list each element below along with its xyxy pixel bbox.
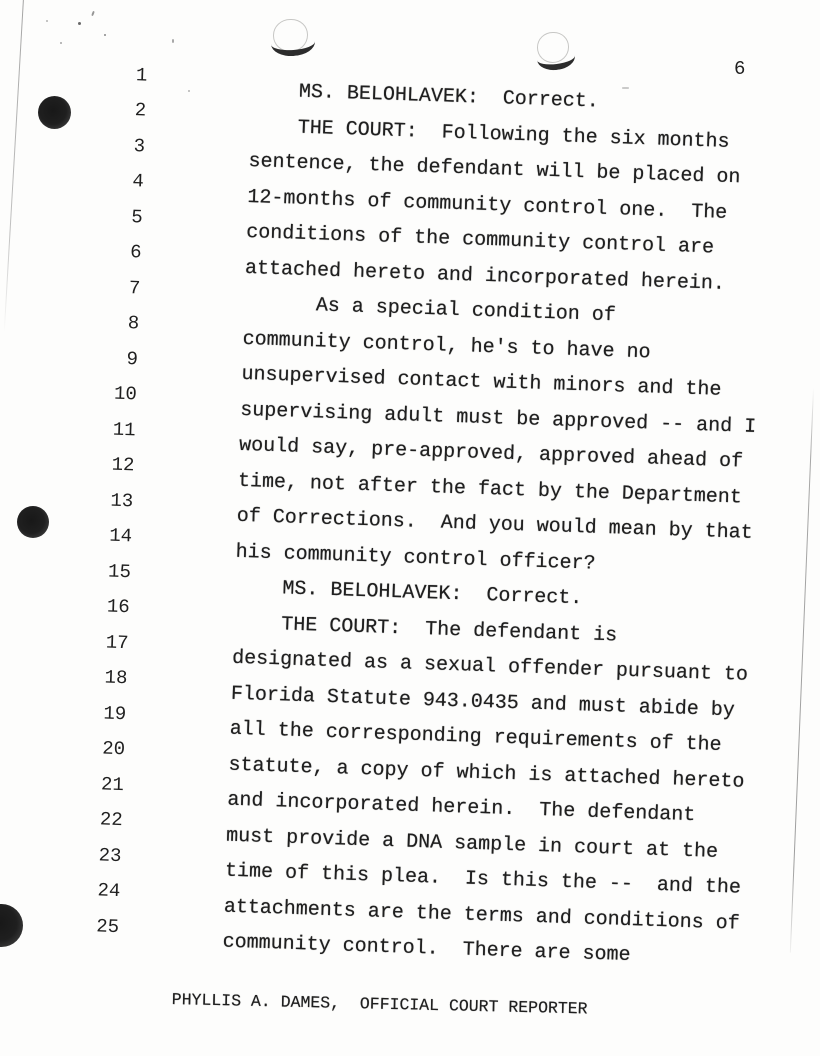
line-text: would say, pre-approved, approved ahead of	[238, 434, 744, 474]
transcript-body	[71, 56, 800, 966]
scan-speckle	[91, 11, 95, 16]
line-text: conditions of the community control are	[245, 221, 715, 260]
line-number: 22	[99, 808, 124, 832]
line-number: 25	[95, 915, 120, 938]
line-number: 14	[108, 524, 133, 548]
page-number: 6	[734, 58, 746, 80]
line-text: THE COURT: The defendant is	[280, 613, 618, 648]
line-number: 12	[111, 453, 135, 477]
line-number: 2	[134, 99, 147, 122]
line-text: community control, he's to have no	[242, 327, 651, 365]
line-text: designated as a sexual offender pursuant to	[231, 646, 749, 688]
line-text: must provide a DNA sample in court at the	[225, 824, 719, 864]
line-text: all the corresponding requirements of the	[229, 717, 722, 758]
line-text: and incorporated herein. The defendant	[227, 788, 696, 828]
line-text: THE COURT: Following the six months	[297, 116, 730, 154]
line-number: 6	[129, 241, 142, 264]
reporter-footer: PHYLLIS A. DAMES, OFFICIAL COURT REPORTER	[171, 990, 588, 1019]
line-number: 16	[106, 595, 131, 619]
line-number: 9	[126, 347, 139, 371]
transcript-lines	[71, 56, 800, 966]
line-text: of Corrections. And you would mean by that	[236, 505, 753, 546]
scan-speckle	[104, 34, 106, 36]
line-number: 4	[132, 170, 145, 193]
line-text: time of this plea. Is this the -- and the	[224, 859, 742, 900]
line-number: 24	[97, 879, 121, 903]
line-number: 13	[110, 489, 134, 513]
hole-punch-mark	[0, 904, 23, 947]
line-number: 17	[105, 631, 129, 655]
scan-speckle	[78, 22, 81, 25]
line-number: 1	[135, 63, 148, 87]
scan-speckle	[46, 20, 48, 22]
line-text: As a special condition of	[315, 294, 617, 328]
line-number: 11	[112, 418, 136, 442]
line-text: Florida Statute 943.0435 and must abide by	[230, 682, 736, 723]
line-text: MS. BELOHLAVEK: Correct.	[282, 577, 583, 611]
paper-edge-line-right	[790, 388, 814, 953]
line-text: 12-months of community control one. The	[247, 185, 728, 225]
line-number: 15	[107, 560, 132, 584]
hole-punch-mark	[38, 96, 71, 129]
paper-edge-line-left	[4, 0, 24, 333]
line-text: supervising adult must be approved -- and I	[239, 398, 757, 439]
line-number: 21	[100, 773, 125, 796]
line-number: 10	[113, 382, 138, 406]
line-number: 20	[101, 737, 126, 761]
line-text: sentence, the defendant will be placed on	[248, 150, 741, 190]
line-number: 23	[98, 844, 122, 867]
line-text: attached hereto and incorporated herein.	[244, 256, 726, 296]
line-text: his community control officer?	[235, 540, 596, 576]
scan-speckle	[172, 39, 174, 43]
line-number: 7	[128, 276, 141, 300]
line-number: 3	[133, 134, 146, 158]
line-text: unsupervised contact with minors and the	[241, 363, 722, 403]
line-text: attachments are the terms and conditions of	[223, 895, 741, 936]
line-text: time, not after the fact by the Department	[237, 469, 743, 510]
line-number: 19	[103, 702, 127, 725]
line-text: community control. There are some	[222, 930, 631, 968]
line-number: 8	[127, 312, 140, 335]
hole-punch-mark	[17, 506, 49, 538]
scan-speckle	[60, 42, 62, 44]
line-number: 5	[130, 205, 144, 229]
line-text: MS. BELOHLAVEK: Correct.	[298, 80, 600, 114]
line-text: statute, a copy of which is attached hereto	[228, 753, 745, 794]
line-number: 18	[104, 666, 128, 690]
